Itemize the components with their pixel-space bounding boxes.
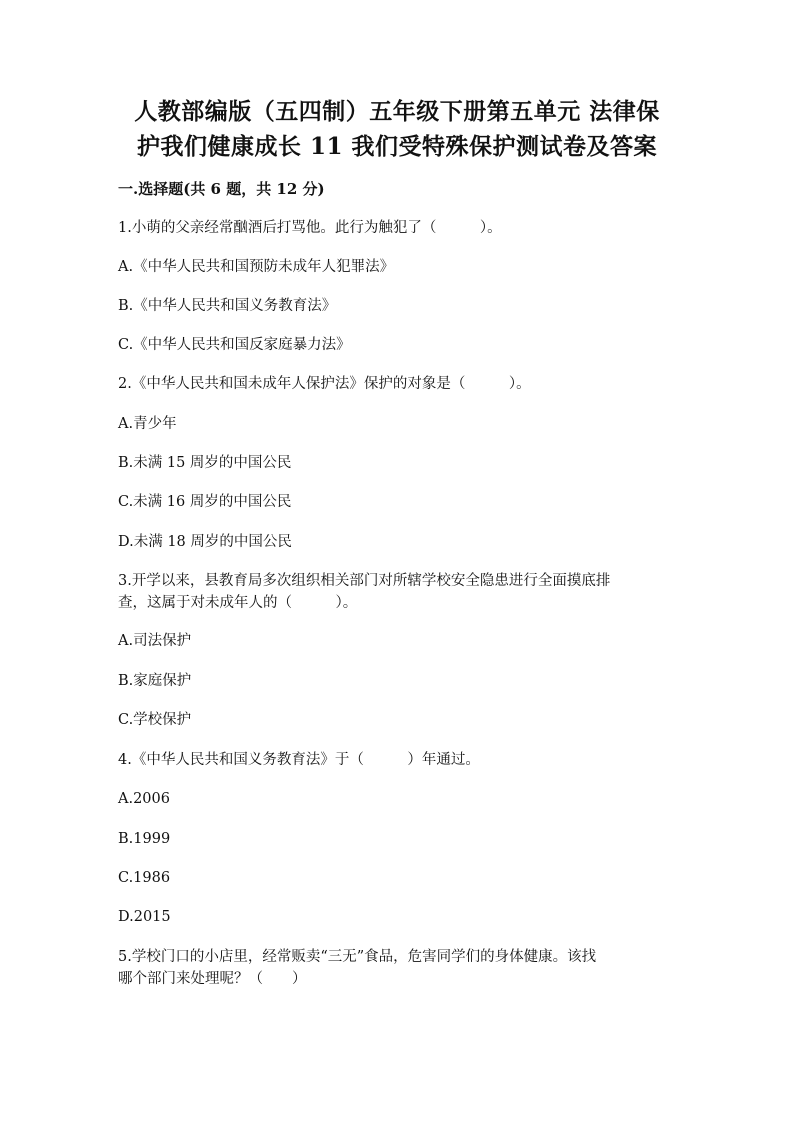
question-4-option-d: D.2015: [118, 909, 171, 925]
question-1-option-a: A.《中华人民共和国预防未成年人犯罪法》: [118, 259, 395, 275]
question-2-option-c: C.未满 16 周岁的中国公民: [118, 494, 292, 510]
section-heading: 一.选择题(共 6 题，共 12 分): [118, 180, 325, 198]
question-2-option-b: B.未满 15 周岁的中国公民: [118, 455, 292, 471]
question-2-option-a: A.青少年: [118, 416, 177, 432]
question-4-option-b: B.1999: [118, 831, 171, 847]
question-3-option-b: B.家庭保护: [118, 673, 192, 689]
question-3-option-c: C.学校保护: [118, 712, 192, 728]
question-3-stem-line-2: 查，这属于对未成年人的（ ）。: [118, 595, 358, 611]
question-3-option-a: A.司法保护: [118, 633, 192, 649]
question-3-stem-line-1: 3.开学以来，县教育局多次组织相关部门对所辖学校安全隐患进行全面摸底排: [118, 573, 611, 589]
title-line-1: 人教部编版（五四制）五年级下册第五单元 法律保: [134, 98, 660, 125]
question-5-stem-line-1: 5.学校门口的小店里，经常贩卖“三无”食品，危害同学们的身体健康。该找: [118, 949, 597, 965]
question-4-stem: 4.《中华人民共和国义务教育法》于（ ）年通过。: [118, 752, 480, 768]
question-1-option-c: C.《中华人民共和国反家庭暴力法》: [118, 337, 351, 353]
document-title: [80, 94, 714, 164]
question-2-stem: 2.《中华人民共和国未成年人保护法》保护的对象是（ ）。: [118, 376, 531, 392]
question-2-option-d: D.未满 18 周岁的中国公民: [118, 534, 292, 550]
question-4-option-a: A.2006: [118, 791, 170, 807]
question-1-option-b: B.《中华人民共和国义务教育法》: [118, 298, 337, 314]
title-line-2: 护我们健康成长 11 我们受特殊保护测试卷及答案: [136, 133, 658, 160]
question-1-stem: 1.小萌的父亲经常酗酒后打骂他。此行为触犯了（ ）。: [118, 220, 502, 236]
question-5-stem-line-2: 哪个部门来处理呢？（ ）: [118, 971, 307, 987]
question-4-option-c: C.1986: [118, 870, 171, 886]
